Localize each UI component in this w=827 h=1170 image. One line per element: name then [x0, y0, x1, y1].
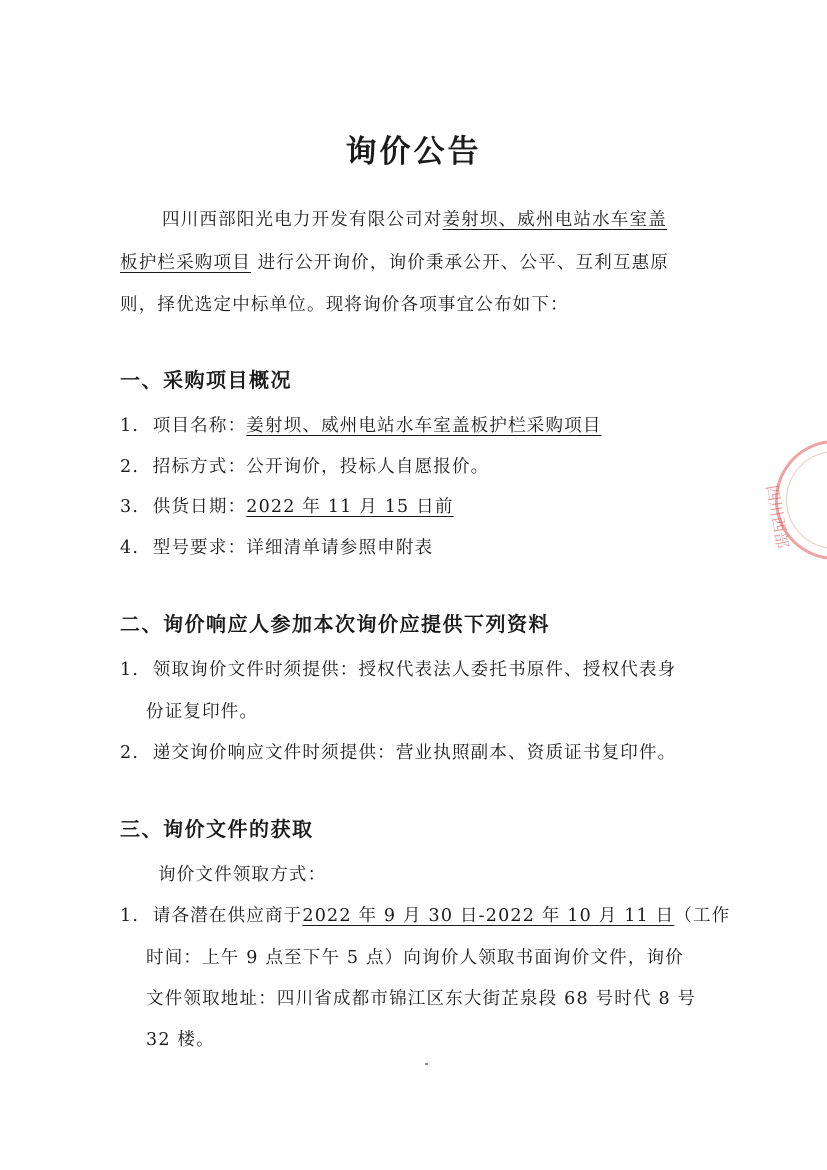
- intro-line-2-text: 进行公开询价，询价秉承公开、公平、互利互惠原: [257, 253, 670, 273]
- intro-line-2: [120, 251, 669, 275]
- item-text: 请各潜在供应商于: [152, 906, 303, 926]
- intro-project-part2: 板护栏采购项目: [120, 253, 251, 273]
- section-1-item: [120, 495, 454, 519]
- delivery-date-value: 2022 年 11 月 15 日前: [246, 497, 454, 517]
- item-number: 1.: [120, 416, 140, 436]
- section-1-item: [120, 455, 489, 479]
- red-seal-stamp: [762, 440, 827, 560]
- seal-text: 四川西部: [762, 483, 793, 550]
- item-number: 2.: [120, 743, 140, 763]
- page-title: 询价公告: [345, 134, 482, 170]
- intro-line-1: [162, 208, 667, 232]
- section-3-item-continued: 32 楼。: [146, 1030, 215, 1050]
- section-1-heading: 一、采购项目概况: [120, 368, 292, 392]
- model-requirement-value: 详细清单请参照申附表: [246, 538, 434, 558]
- scan-speck: [425, 1063, 428, 1065]
- intro-project-part1: 姜射坝、威州电站水车室盖: [442, 210, 667, 230]
- section-3-heading: 三、询价文件的获取: [120, 817, 314, 841]
- section-2-item: [120, 741, 676, 765]
- section-2-item: [120, 658, 676, 682]
- section-1-item: [120, 414, 602, 438]
- section-3-item-continued: 文件领取地址：四川省成都市锦江区东大街芷泉段 68 号时代 8 号: [146, 989, 697, 1009]
- item-text: 领取询价文件时须提供：授权代表法人委托书原件、授权代表身: [152, 660, 677, 680]
- section-3-item: [120, 904, 730, 928]
- section-3-subheading: 询价文件领取方式：: [158, 865, 327, 885]
- item-number: 4.: [120, 538, 140, 558]
- pickup-dates: 2022 年 9 月 30 日-2022 年 10 月 11 日: [302, 906, 675, 926]
- item-text: 递交询价响应文件时须提供：营业执照副本、资质证书复印件。: [152, 743, 677, 763]
- item-label: 项目名称：: [152, 416, 247, 436]
- project-name-value: 姜射坝、威州电站水车室盖板护栏采购项目: [246, 416, 602, 436]
- section-2-heading: 二、询价响应人参加本次询价应提供下列资料: [120, 612, 550, 636]
- section-3-item-continued: 时间：上午 9 点至下午 5 点）向询价人领取书面询价文件，询价: [146, 948, 684, 968]
- item-label: 型号要求：: [152, 538, 247, 558]
- item-number: 2.: [120, 457, 140, 477]
- section-2-item-continued: 份证复印件。: [146, 702, 259, 722]
- bid-method-value: 公开询价，投标人自愿报价。: [246, 457, 490, 477]
- item-label: 供货日期：: [152, 497, 247, 517]
- item-number: 1.: [120, 906, 140, 926]
- item-number: 1.: [120, 660, 140, 680]
- intro-company: 四川西部阳光电力开发有限公司对: [162, 210, 443, 230]
- item-label: 招标方式：: [152, 457, 247, 477]
- intro-line-3: 则，择优选定中标单位。现将询价各项事宜公布如下：: [120, 295, 569, 315]
- item-number: 3.: [120, 497, 140, 517]
- item-text: （工作: [674, 906, 731, 926]
- section-1-item: [120, 536, 433, 560]
